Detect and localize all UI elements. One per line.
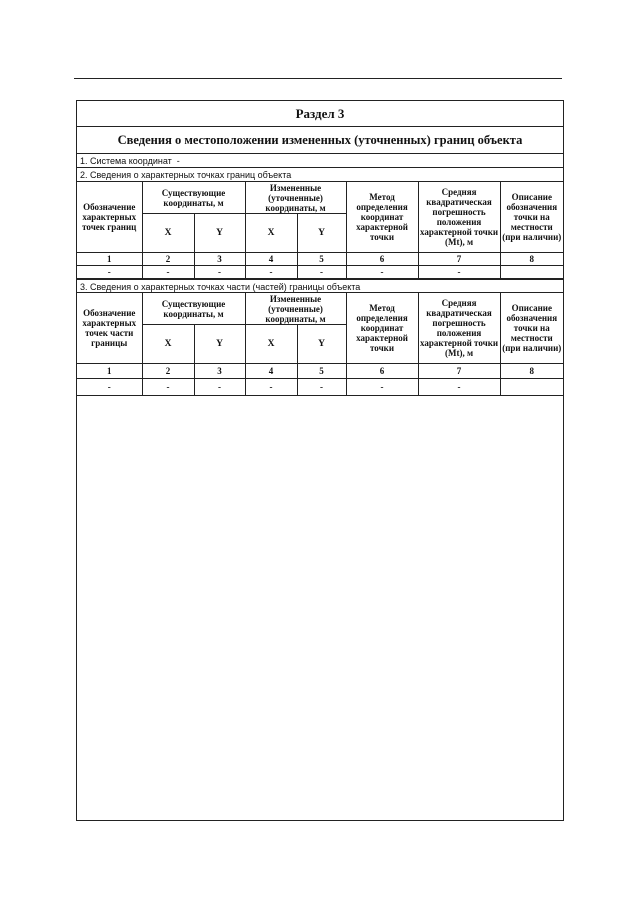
t2-num: 6	[346, 364, 418, 379]
header-rule	[74, 78, 562, 79]
section-title: Раздел 3	[77, 101, 563, 127]
t1-header-y-existing: Y	[194, 214, 245, 253]
t2-header-existing: Существующие координаты, м	[142, 293, 245, 325]
t1-num: 7	[418, 253, 500, 266]
t2-cell: -	[194, 379, 245, 396]
t1-cell: -	[245, 266, 297, 279]
t2-num: 1	[77, 364, 142, 379]
t1-header-y-changed: Y	[297, 214, 346, 253]
coord-system-value: -	[176, 156, 180, 166]
t2-header-y-changed: Y	[297, 325, 346, 364]
t2-cell: -	[142, 379, 194, 396]
t2-header-method: Метод определения координат характерной точки	[346, 293, 418, 364]
t2-num: 5	[297, 364, 346, 379]
t2-cell	[500, 379, 563, 396]
t1-num: 2	[142, 253, 194, 266]
t1-header-changed: Измененные (уточненные) координаты, м	[245, 182, 346, 214]
t1-num: 6	[346, 253, 418, 266]
table1	[77, 182, 563, 279]
t1-cell: -	[346, 266, 418, 279]
t2-num: 7	[418, 364, 500, 379]
t1-cell: -	[194, 266, 245, 279]
t2-cell: -	[77, 379, 142, 396]
t1-header-x-existing: X	[142, 214, 194, 253]
t2-num: 8	[500, 364, 563, 379]
t1-num: 8	[500, 253, 563, 266]
table-row	[77, 266, 563, 279]
t2-cell: -	[245, 379, 297, 396]
t1-cell: -	[297, 266, 346, 279]
t1-num: 4	[245, 253, 297, 266]
table2	[77, 293, 563, 396]
t1-cell: -	[77, 266, 142, 279]
t1-header-point: Обозначение характерных точек границ	[77, 182, 142, 253]
t2-cell: -	[418, 379, 500, 396]
t1-header-existing: Существующие координаты, м	[142, 182, 245, 214]
t2-cell: -	[346, 379, 418, 396]
coord-system-label: 1. Система координат	[80, 156, 172, 166]
t2-header-point: Обозначение характерных точек части границы	[77, 293, 142, 364]
t1-header-error: Средняя квадратическая погрешность положения характерной точки (Mt), м	[418, 182, 500, 253]
coord-system-line	[77, 154, 563, 168]
t1-cell: -	[142, 266, 194, 279]
t2-header-y-existing: Y	[194, 325, 245, 364]
form-frame	[76, 100, 564, 821]
t2-num: 3	[194, 364, 245, 379]
t1-num: 3	[194, 253, 245, 266]
t2-header-description: Описание обозначения точки на местности (при наличии)	[500, 293, 563, 364]
section-subtitle: Сведения о местоположении измененных (уточненных) границ объекта	[77, 127, 563, 154]
t2-num: 2	[142, 364, 194, 379]
t1-num: 5	[297, 253, 346, 266]
t2-number-row	[77, 364, 563, 379]
t1-num: 1	[77, 253, 142, 266]
t2-header-error: Средняя квадратическая погрешность положения характерной точки (Mt), м	[418, 293, 500, 364]
t1-cell: -	[418, 266, 500, 279]
t1-header-method: Метод определения координат характерной точки	[346, 182, 418, 253]
t2-num: 4	[245, 364, 297, 379]
t1-number-row	[77, 253, 563, 266]
table-row	[77, 379, 563, 396]
t2-header-x-changed: X	[245, 325, 297, 364]
t2-header-x-existing: X	[142, 325, 194, 364]
table1-label: 2. Сведения о характерных точках границ объекта	[77, 168, 563, 182]
t1-cell	[500, 266, 563, 279]
t2-header-changed: Измененные (уточненные) координаты, м	[245, 293, 346, 325]
t1-header-description: Описание обозначения точки на местности (при наличии)	[500, 182, 563, 253]
table2-label: 3. Сведения о характерных точках части (частей) границы объекта	[77, 279, 563, 293]
t2-cell: -	[297, 379, 346, 396]
t1-header-x-changed: X	[245, 214, 297, 253]
